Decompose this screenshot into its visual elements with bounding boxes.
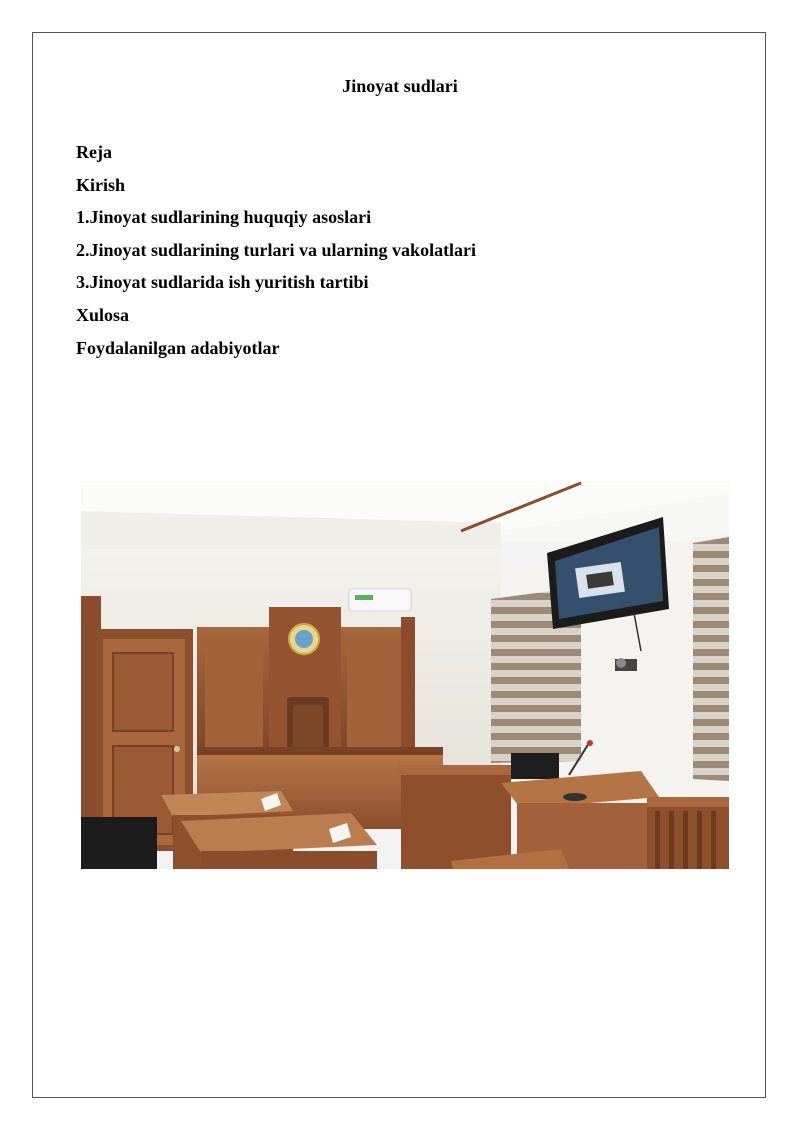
toc-item-reja: Reja [76, 142, 112, 162]
document-title: Jinoyat sudlari [342, 76, 458, 96]
toc-item-xulosa: Xulosa [76, 304, 130, 325]
courtroom-photo [81, 481, 729, 869]
toc-item-section-2: 2.Jinoyat sudlarining turlari va ularning vakolatlari [76, 239, 477, 260]
toc-item-section-3: 3.Jinoyat sudlarida ish yuritish tartibi [76, 272, 369, 293]
toc-item-section-1: 1.Jinoyat sudlarining huquqiy asoslari [76, 207, 372, 228]
toc-item-adabiyotlar: Foydalanilgan adabiyotlar [76, 337, 280, 358]
table-of-contents [76, 141, 476, 369]
toc-item-kirish: Kirish [76, 174, 126, 195]
